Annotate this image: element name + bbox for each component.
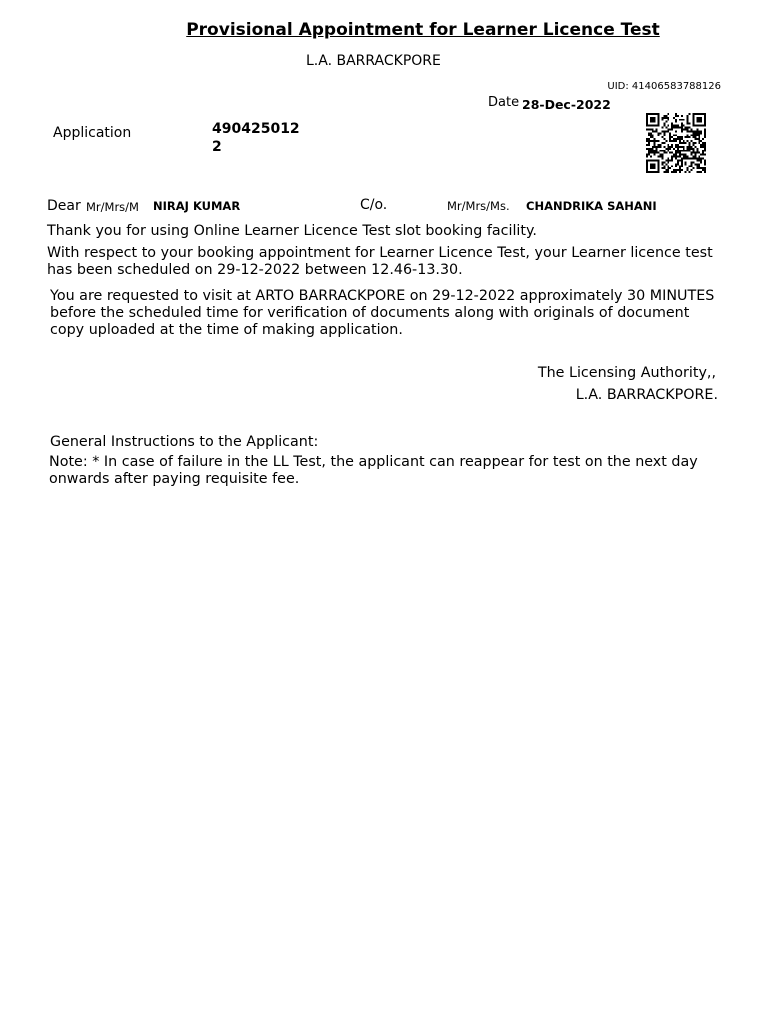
applicant-name: NIRAJ KUMAR (153, 199, 241, 213)
thank-you-text: Thank you for using Online Learner Licence Test slot booking facility. (47, 223, 537, 239)
office-name: L.A. BARRACKPORE (306, 53, 441, 69)
signature-office: L.A. BARRACKPORE. (575, 387, 718, 403)
date-label: Date (488, 95, 520, 110)
uid-label: UID: 41406583788126 (607, 81, 721, 92)
schedule-text: With respect to your booking appointment for Learner Licence Test, your Learner licence test has been scheduled on 29-12-2022 between 12.46-13.30. (47, 245, 713, 278)
visit-instructions-text: You are requested to visit at ARTO BARRACKPORE on 29-12-2022 approximately 30 MINUTES before the scheduled time for verification of documents along with originals of document copy uploaded at the time of making application. (50, 288, 715, 338)
signature-authority: The Licensing Authority,, (537, 365, 716, 381)
instructions-note: Note: * In case of failure in the LL Test, the applicant can reappear for test on the next day onwards after paying requisite fee. (49, 454, 698, 487)
dear-label: Dear (47, 198, 81, 214)
document-title: Provisional Appointment for Learner Licence Test (186, 20, 660, 40)
instructions-heading: General Instructions to the Applicant: (50, 434, 319, 450)
guardian-name: CHANDRIKA SAHANI (526, 199, 657, 213)
application-label: Application (53, 125, 132, 141)
co-salutation: Mr/Mrs/Ms. (447, 199, 510, 213)
qr-code-icon (645, 113, 707, 173)
care-of-label: C/o. (360, 197, 388, 213)
date-value: 28-Dec-2022 (522, 97, 611, 112)
application-number: 4904250122 (212, 121, 300, 155)
salutation: Mr/Mrs/M (86, 200, 139, 214)
